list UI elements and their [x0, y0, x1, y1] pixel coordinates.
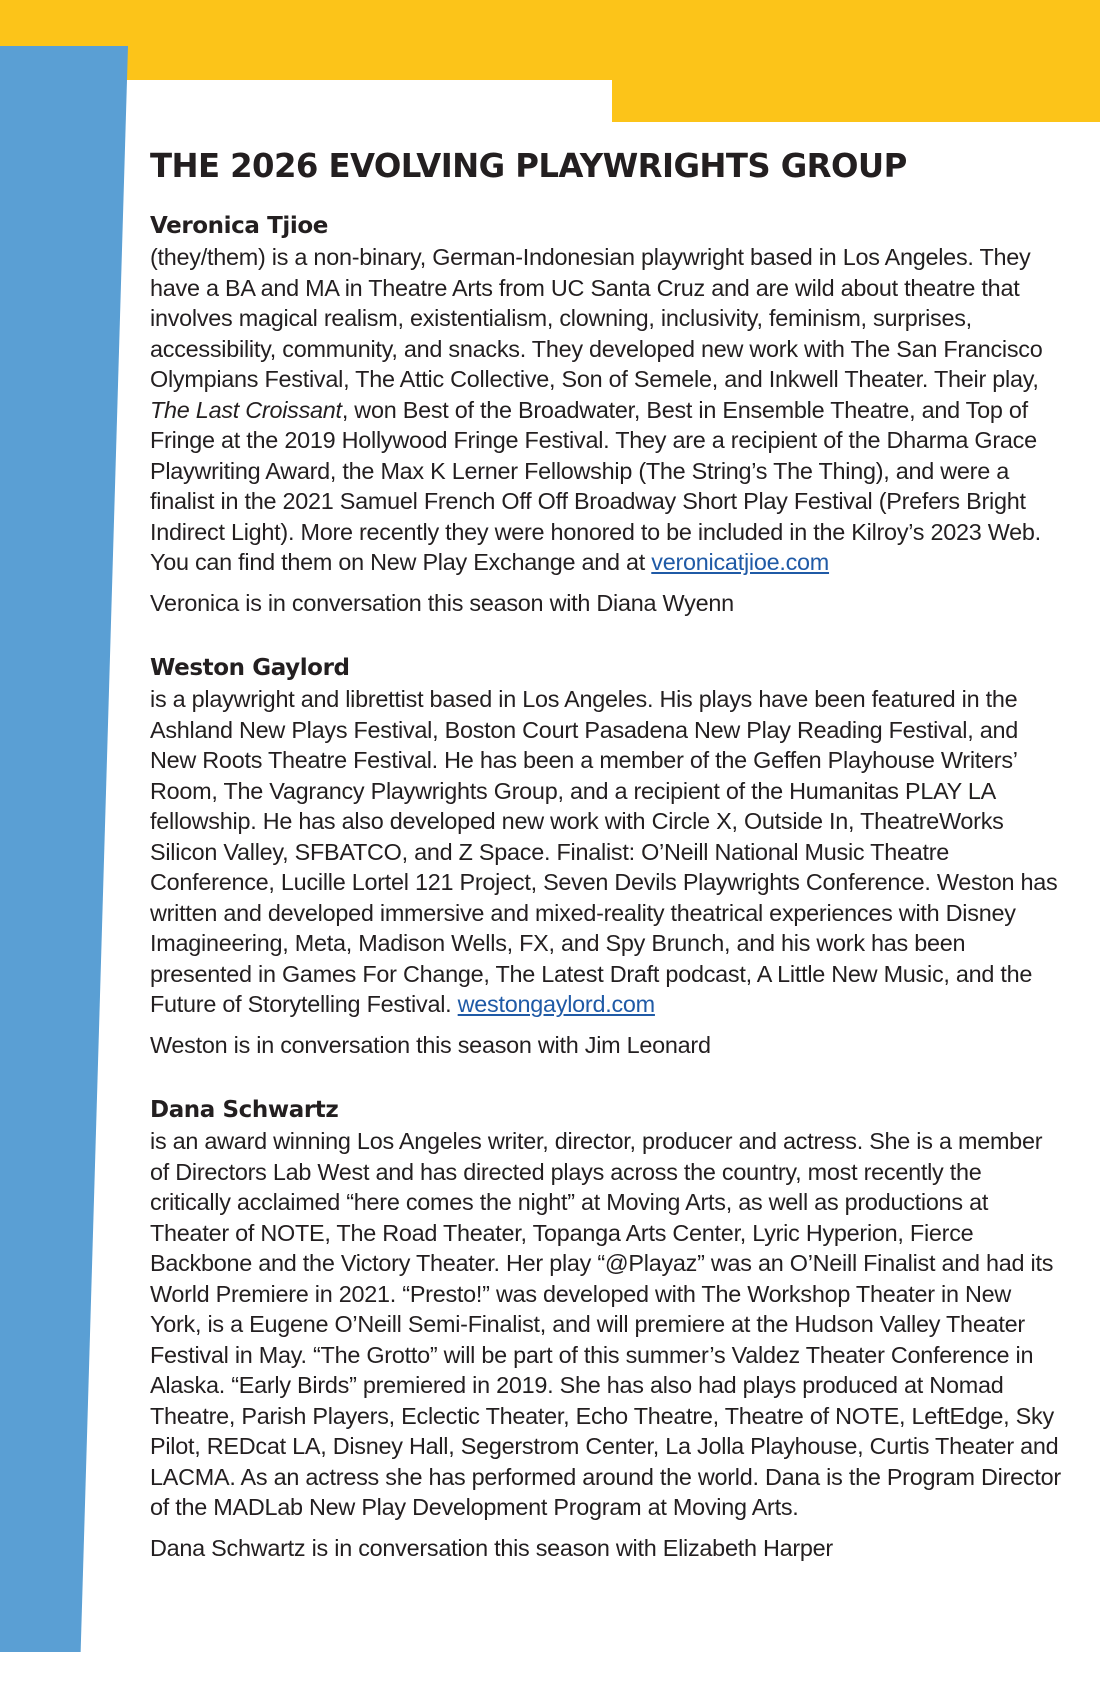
bio-text-part: is a playwright and librettist based in Los Angeles. His plays have been featured in the Ashland New Plays Festival, Boston Court Pasadena New Play Reading Festival, and New Roots Theatre Festival. He has been a member of the Geffen Playhouse Writers’ Room, The Vagrancy Playwrights Group, and a recipient of the Humanitas PLAY LA fellowship. He has also developed new work with Circle X, Outside In, TheatreWorks Silicon Valley, SFBATCO, and Z Space. Finalist: O’Neill National Music Theatre Conference, Lucille Lortel 121 Project, Seven Devils Playwrights Conference. Weston has written and developed immersive and mixed-reality theatrical experiences with Disney Imagineering, Meta, Madison Wells, FX, and Spy Brunch, and his work has been presented in Games For Change, The Latest Draft podcast, A Little New Music, and the Future of Storytelling Festival.: [150, 686, 1058, 1018]
website-link[interactable]: westongaylord.com: [457, 991, 655, 1018]
bio-text-part: (they/them) is a non-binary, German-Indonesian playwright based in Los Angeles. They have a BA and MA in Theatre Arts from UC Santa Cruz and are wild about theatre that involves magical realism, existentialism, clowning, inclusivity, feminism, surprises, accessibility, community, and snacks. They developed new work with The San Francisco Olympians Festival, The Attic Collective, Son of Semele, and Inkwell Theater. Their play,: [150, 244, 1043, 393]
bio-dana-schwartz: [150, 1094, 1062, 1563]
website-link[interactable]: veronicatjioe.com: [651, 549, 830, 576]
page-title: THE 2026 EVOLVING PLAYWRIGHTS GROUP: [150, 146, 907, 185]
bio-weston-gaylord: [150, 652, 1062, 1060]
bio-text-part: , won Best of the Broadwater, Best in Ensemble Theatre, and Top of Fringe at the 2019 Hollywood Fringe Festival. They are a recipient of the Dharma Grace Playwriting Award, the Max K Lerner Fellowship (The String’s The Thing), and were a finalist in the 2021 Samuel French Off Off Broadway Short Play Festival (Prefers Bright Indirect Light). More recently they were honored to be included in the Kilroy’s 2023 Web. You can find them on New Play Exchange and at: [150, 396, 1041, 576]
conversation-note: Weston is in conversation this season with Jim Leonard: [150, 1031, 711, 1058]
bio-veronica-tjioe: [150, 210, 1062, 618]
page-content: [150, 148, 1062, 1597]
blue-side-bar: [0, 46, 128, 1652]
conversation-note: Veronica is in conversation this season with Diana Wyenn: [150, 589, 734, 616]
bio-name: Weston Gaylord: [150, 655, 350, 682]
play-title: The Last Croissant: [150, 396, 342, 423]
bio-name: Veronica Tjioe: [150, 213, 328, 240]
bio-text: [150, 684, 1062, 1020]
bio-text: is an award winning Los Angeles writer, director, producer and actress. She is a member of Directors Lab West and has directed plays across the country, most recently the critically acclaimed “here comes the night” at Moving Arts, as well as productions at Theater of NOTE, The Road Theater, Topanga Arts Center, Lyric Hyperion, Fierce Backbone and the Victory Theater. Her play “@Playaz” was an O’Neill Finalist and had its World Premiere in 2021. “Presto!” was developed with The Workshop Theater in New York, is a Eugene O’Neill Semi-Finalist, and will premiere at the Hudson Valley Theater Festival in May. “The Grotto” will be part of this summer’s Valdez Theater Conference in Alaska. “Early Birds” premiered in 2019. She has also had plays produced at Nomad Theatre, Parish Players, Eclectic Theater, Echo Theatre, Theatre of NOTE, LeftEdge, Sky Pilot, REDcat LA, Disney Hall, Segerstrom Center, La Jolla Playhouse, Curtis Theater and LACMA. As an actress she has performed around the world. Dana is the Program Director of the MADLab New Play Development Program at Moving Arts.: [150, 1128, 1061, 1521]
bio-name: Dana Schwartz: [150, 1097, 339, 1124]
conversation-note: Dana Schwartz is in conversation this season with Elizabeth Harper: [150, 1534, 833, 1561]
yellow-banner-right: [612, 0, 1100, 122]
bio-text: [150, 242, 1062, 578]
